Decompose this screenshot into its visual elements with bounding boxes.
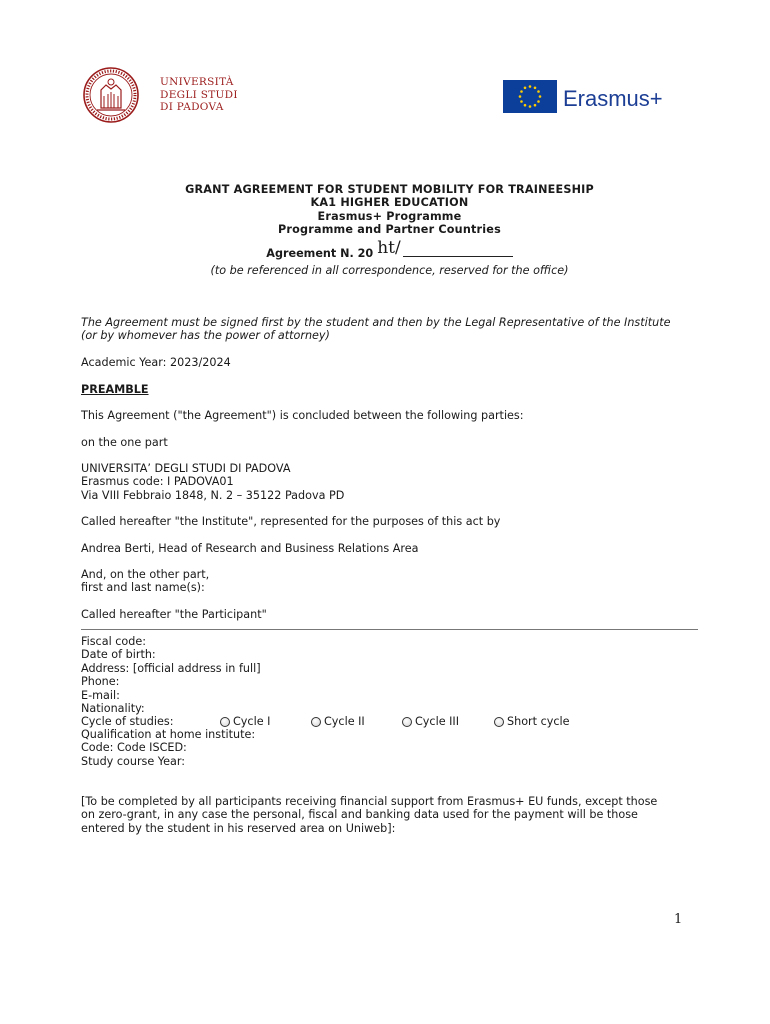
isced-code-field[interactable]: Code: Code ISCED: [81,741,187,755]
called-participant-text: Called hereafter "the Participant" [81,608,267,621]
representative-text: Andrea Berti, Head of Research and Business Relations Area [81,542,419,555]
short-cycle-option[interactable] [494,715,570,728]
nationality-field[interactable]: Nationality: [81,702,145,716]
cycle-iii-option[interactable] [402,715,459,728]
phone-field[interactable]: Phone: [81,675,120,689]
signature-note [81,316,701,343]
title-line-2: KA1 HIGHER EDUCATION [310,196,469,210]
university-seal-icon [82,66,140,124]
page-number: 1 [674,912,683,927]
cycle-ii-radio[interactable] [311,717,321,727]
participant-fields [81,635,701,715]
agreement-number-row [81,238,698,262]
cycle-iii-radio[interactable] [402,717,412,727]
signature-note-line-2: (or by whomever has the power of attorney) [81,329,330,343]
document-title [81,183,698,237]
institute-address: Via VIII Febbraio 1848, N. 2 – 35122 Padova PD [81,488,345,502]
completion-note [81,795,701,835]
university-line-1: UNIVERSITÀ [160,76,234,88]
institute-erasmus-code: Erasmus code: I PADOVA01 [81,475,234,489]
academic-year: Academic Year: 2023/2024 [81,356,231,369]
agreement-number-blank[interactable] [403,246,513,257]
email-field[interactable]: E-mail: [81,688,120,702]
institute-details [81,462,701,502]
study-fields [81,728,701,768]
first-last-name-field[interactable]: first and last name(s): [81,581,205,595]
agreement-number-label: Agreement N. 20 [266,247,374,260]
section-divider [81,629,698,630]
date-of-birth-field[interactable]: Date of birth: [81,648,156,662]
preamble-intro: This Agreement ("the Agreement") is concluded between the following parties: [81,409,524,422]
erasmus-logo [503,80,693,114]
one-part-text: on the one part [81,436,168,449]
eu-flag-icon [503,80,557,113]
signature-note-line-1: The Agreement must be signed first by the student and then by the Legal Representative of the Institute [81,316,671,329]
erasmus-wordmark: Erasmus+ [563,86,663,111]
study-course-year-field[interactable]: Study course Year: [81,754,186,768]
cycle-ii-label: Cycle II [324,715,365,728]
qualification-field[interactable]: Qualification at home institute: [81,728,256,741]
university-line-2: DEGLI STUDI [160,88,238,101]
completion-note-line-1: [To be completed by all participants receiving financial support from Erasmus+ EU funds, except those [81,795,658,808]
completion-note-line-2: on zero-grant, in any case the personal, fiscal and banking data used for the payment will be those [81,808,638,822]
called-institute-text: Called hereafter "the Institute", represented for the purposes of this act by [81,515,501,528]
short-cycle-label: Short cycle [507,715,570,728]
cycle-i-option[interactable] [220,715,270,728]
university-line-3: DI PADOVA [160,101,224,113]
address-field[interactable]: Address: [official address in full] [81,661,261,675]
cycle-i-label: Cycle I [233,715,271,728]
university-logo [82,66,242,126]
agreement-handwritten-mark: ht/ [377,238,401,258]
fiscal-code-field[interactable]: Fiscal code: [81,635,146,648]
cycle-of-studies-label: Cycle of studies: [81,715,174,728]
university-wordmark [160,76,238,114]
title-line-1: GRANT AGREEMENT FOR STUDENT MOBILITY FOR TRAINEESHIP [185,183,594,196]
institute-name: UNIVERSITA’ DEGLI STUDI DI PADOVA [81,462,291,475]
cycle-of-studies-row [81,715,701,729]
title-line-3: Erasmus+ Programme [317,209,462,223]
other-party [81,568,701,595]
cycle-ii-option[interactable] [311,715,365,728]
completion-note-line-3: entered by the student in his reserved area on Uniweb]: [81,821,396,835]
other-part-text: And, on the other part, [81,568,210,581]
cycle-iii-label: Cycle III [415,715,460,728]
title-line-4: Programme and Partner Countries [278,223,501,237]
short-cycle-radio[interactable] [494,717,504,727]
reference-note: (to be referenced in all correspondence, reserved for the office) [210,264,569,277]
preamble-heading: PREAMBLE [81,383,149,396]
cycle-i-radio[interactable] [220,717,230,727]
